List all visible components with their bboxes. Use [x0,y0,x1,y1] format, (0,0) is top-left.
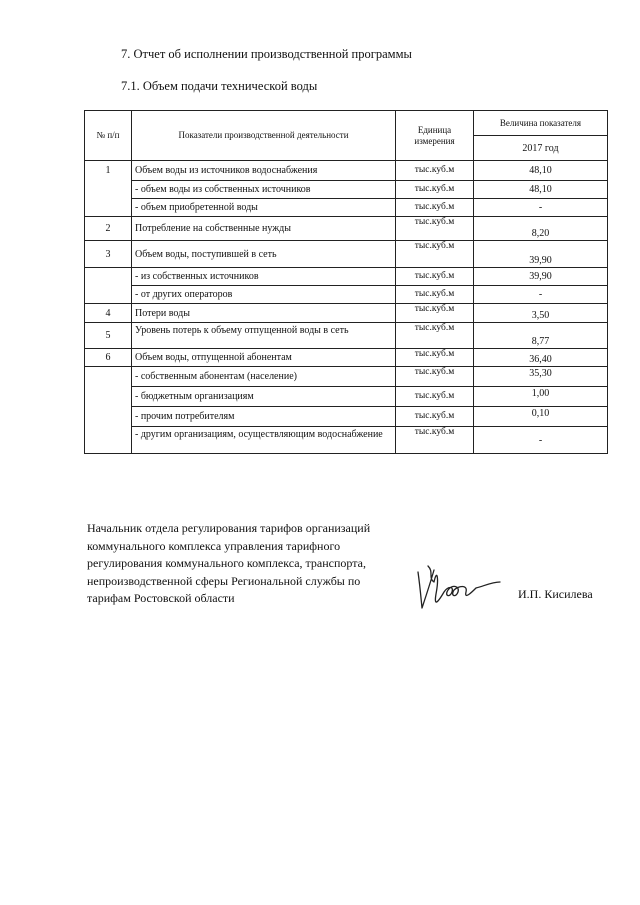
row-value: - [474,199,608,217]
row-name: Объем воды из источников водоснабжения [132,161,396,181]
table-row [85,217,608,241]
signatory-line: тарифам Ростовской области [87,591,235,605]
row-value: - [474,427,608,454]
row-unit: тыс.куб.м [396,268,474,286]
report-table [84,110,608,454]
row-value: 39,90 [474,241,608,268]
table-row [85,407,608,427]
table-row [85,181,608,199]
row-name: Объем воды, отпущенной абонентам [132,349,396,367]
header-name: Показатели производственной деятельности [132,111,396,161]
row-name: Потери воды [132,304,396,323]
table-row [85,268,608,286]
signatory-title [87,520,417,608]
row-value: 48,10 [474,161,608,181]
row-unit: тыс.куб.м [396,367,474,387]
table-row [85,387,608,407]
row-unit: тыс.куб.м [396,427,474,454]
header-num: № п/п [85,111,132,161]
table-row [85,241,608,268]
row-name: - собственным абонентам (население) [132,367,396,387]
signatory-line: регулирования коммунального комплекса, транспорта, [87,556,366,570]
subsection-heading: 7.1. Объем подачи технической воды [121,79,318,93]
table-header-row [85,111,608,136]
row-num [85,268,132,304]
row-unit: тыс.куб.м [396,349,474,367]
row-unit: тыс.куб.м [396,241,474,268]
row-name: - другим организациям, осуществляющим водоснабжение [132,427,396,454]
row-value: 8,20 [474,217,608,241]
row-num: 5 [85,323,132,349]
row-value: 35,30 [474,367,608,387]
row-value: 8,77 [474,323,608,349]
row-unit: тыс.куб.м [396,286,474,304]
row-name: Объем воды, поступившей в сеть [132,241,396,268]
section-heading: 7. Отчет об исполнении производственной программы [121,47,412,61]
header-unit: Единица измерения [396,111,474,161]
row-unit: тыс.куб.м [396,387,474,407]
row-num: 6 [85,349,132,367]
table-row [85,304,608,323]
row-unit: тыс.куб.м [396,217,474,241]
row-unit: тыс.куб.м [396,199,474,217]
row-value: - [474,286,608,304]
row-value: 48,10 [474,181,608,199]
row-name: - из собственных источников [132,268,396,286]
row-unit: тыс.куб.м [396,161,474,181]
handwritten-signature [410,562,502,614]
row-name: Потребление на собственные нужды [132,217,396,241]
row-name: - от других операторов [132,286,396,304]
signatory-line: Начальник отдела регулирования тарифов организаций [87,521,371,535]
row-unit: тыс.куб.м [396,304,474,323]
signatory-line: непроизводственной сферы Региональной службы по [87,573,361,588]
row-value: 39,90 [474,268,608,286]
row-value: 36,40 [474,349,608,367]
table-row [85,199,608,217]
row-name: - объем приобретенной воды [132,199,396,217]
row-num: 3 [85,241,132,268]
table-row [85,286,608,304]
row-num: 4 [85,304,132,323]
header-year: 2017 год [474,136,608,161]
signatory-name: И.П. Кисилева [518,587,593,601]
header-value: Величина показателя [474,111,608,136]
table-row [85,161,608,181]
table-row [85,323,608,349]
row-name: - объем воды из собственных источников [132,181,396,199]
table-row [85,367,608,387]
row-unit: тыс.куб.м [396,407,474,427]
row-value: 0,10 [474,407,608,427]
row-num: 1 [85,161,132,217]
row-num [85,367,132,454]
row-value: 1,00 [474,387,608,407]
table-row [85,427,608,454]
row-name: - бюджетным организациям [132,387,396,407]
row-num: 2 [85,217,132,241]
row-name: Уровень потерь к объему отпущенной воды в сеть [132,323,396,349]
row-name: - прочим потребителям [132,407,396,427]
table-row [85,349,608,367]
row-value: 3,50 [474,304,608,323]
row-unit: тыс.куб.м [396,181,474,199]
row-unit: тыс.куб.м [396,323,474,349]
signatory-line: коммунального комплекса управления тарифного [87,538,341,553]
